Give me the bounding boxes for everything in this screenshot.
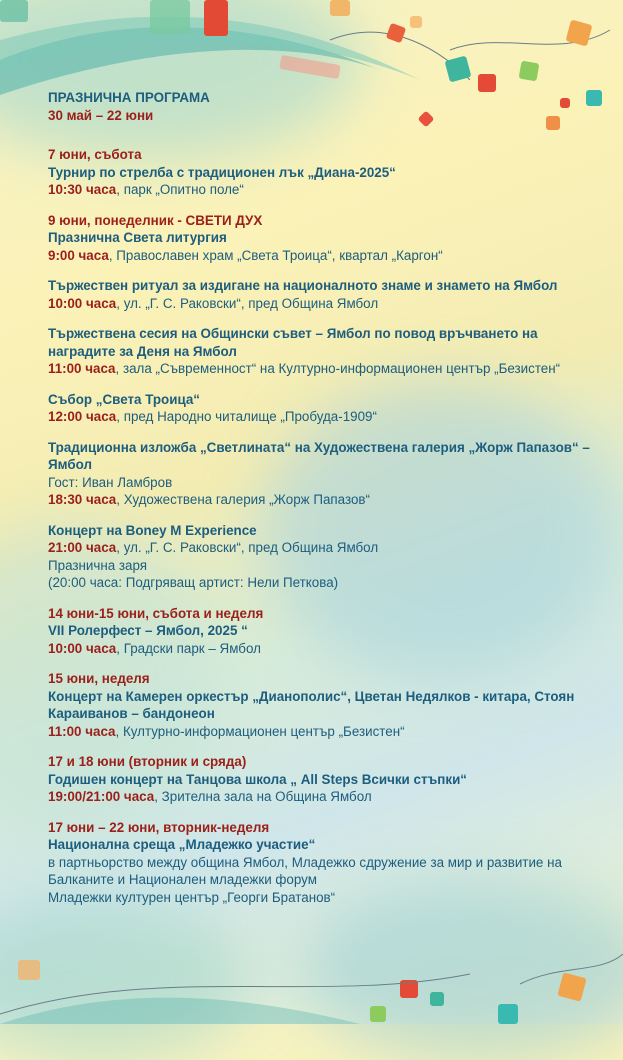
program-content bbox=[48, 89, 593, 919]
event-item bbox=[48, 325, 593, 378]
event-place: , Зрителна зала на Община Ямбол bbox=[154, 789, 372, 804]
event-time: 12:00 часа bbox=[48, 409, 117, 424]
event-title: Събор „Света Троица“ bbox=[48, 391, 200, 407]
event-title: Концерт на Boney M Experience bbox=[48, 522, 257, 538]
decor-square bbox=[150, 0, 190, 34]
event-place: , ул. „Г. С. Раковски“, пред Община Ямбол bbox=[116, 540, 379, 555]
event-item bbox=[48, 439, 593, 509]
event-item bbox=[48, 212, 593, 265]
program-title: ПРАЗНИЧНА ПРОГРАМА bbox=[48, 90, 210, 105]
event-title: Тържествена сесия на Общински съвет – Ямбол по повод връчването на наградите за Деня на Ямбол bbox=[48, 326, 538, 359]
event-time: 11:00 часа bbox=[48, 723, 116, 739]
event-date: 17 юни – 22 юни, вторник-неделя bbox=[48, 819, 270, 835]
program-header bbox=[48, 89, 593, 124]
event-time: 11:00 часа bbox=[48, 361, 116, 376]
event-item bbox=[48, 522, 593, 592]
event-date: 15 юни, неделя bbox=[48, 671, 150, 686]
event-item bbox=[48, 277, 593, 312]
bottom-swoosh bbox=[0, 944, 623, 1024]
event-extra: Младежки културен център „Георги Братанов“ bbox=[48, 889, 336, 905]
event-item bbox=[48, 753, 593, 806]
event-extra: в партньорство между община Ямбол, Младежко сдружение за мир и развитие на Балканите и Национален младежки форум bbox=[48, 854, 562, 887]
event-item bbox=[48, 146, 593, 199]
event-item bbox=[48, 670, 593, 740]
decor-square bbox=[330, 0, 350, 16]
event-extra: Празнична заря bbox=[48, 557, 148, 573]
event-time: 10:00 часа bbox=[48, 640, 117, 656]
event-extra: (20:00 часа: Подгряващ артист: Нели Петкова) bbox=[48, 575, 339, 590]
event-title: Традиционна изложба „Светлината“ на Художествена галерия „Жорж Папазов“ – Ямбол bbox=[48, 439, 590, 472]
decor-square bbox=[519, 61, 540, 82]
event-title: Турнир по стрелба с традиционен лък „Диана-2025“ bbox=[48, 164, 396, 180]
event-date: 7 юни, събота bbox=[48, 147, 142, 162]
event-title: Национална среща „Младежко участие“ bbox=[48, 837, 316, 852]
event-item bbox=[48, 391, 593, 426]
event-time: 10:00 часа bbox=[48, 295, 117, 311]
decor-square bbox=[410, 16, 422, 28]
event-place: , парк „Опитно поле“ bbox=[116, 182, 244, 197]
event-place: , Художествена галерия „Жорж Папазов“ bbox=[116, 492, 370, 507]
event-title: Тържествен ритуал за издигане на националното знаме и знамето на Ямбол bbox=[48, 278, 558, 293]
decor-square bbox=[0, 0, 28, 22]
event-time: 9:00 часа bbox=[48, 247, 109, 263]
event-guest: Гост: Иван Ламбров bbox=[48, 474, 173, 490]
event-item bbox=[48, 605, 593, 658]
event-date: 17 и 18 юни (вторник и сряда) bbox=[48, 754, 247, 769]
event-place: , ул. „Г. С. Раковски“, пред Община Ямбол bbox=[116, 295, 379, 311]
event-date: 14 юни-15 юни, събота и неделя bbox=[48, 605, 264, 621]
event-time: 19:00/21:00 часа bbox=[48, 789, 155, 804]
event-place: , Градски парк – Ямбол bbox=[116, 640, 261, 656]
event-place: , Православен храм „Света Троица“, квартал „Каргон“ bbox=[108, 247, 443, 263]
event-title: Концерт на Камерен оркестър „Дианополис“, Цветан Недялков - китара, Стоян Караиванов – бандонеон bbox=[48, 688, 575, 721]
event-time: 10:30 часа bbox=[48, 182, 117, 197]
event-title: VII Ролерфест – Ямбол, 2025 “ bbox=[48, 623, 248, 638]
decor-square bbox=[204, 0, 228, 36]
event-place: , пред Народно читалище „Пробуда-1909“ bbox=[116, 409, 377, 424]
event-title: Годишен концерт на Танцова школа „ All Steps Всички стъпки“ bbox=[48, 771, 467, 787]
event-title: Празнична Света литургия bbox=[48, 230, 227, 245]
event-item bbox=[48, 819, 593, 907]
event-time: 18:30 часа bbox=[48, 492, 117, 507]
event-place: , Културно-информационен център „Безистен“ bbox=[115, 723, 405, 739]
event-date: 9 юни, понеделник - СВЕТИ ДУХ bbox=[48, 212, 263, 228]
event-place: , зала „Съвременност“ на Културно-информационен център „Безистен“ bbox=[115, 361, 561, 376]
event-time: 21:00 часа bbox=[48, 540, 117, 555]
program-dates: 30 май – 22 юни bbox=[48, 107, 154, 123]
